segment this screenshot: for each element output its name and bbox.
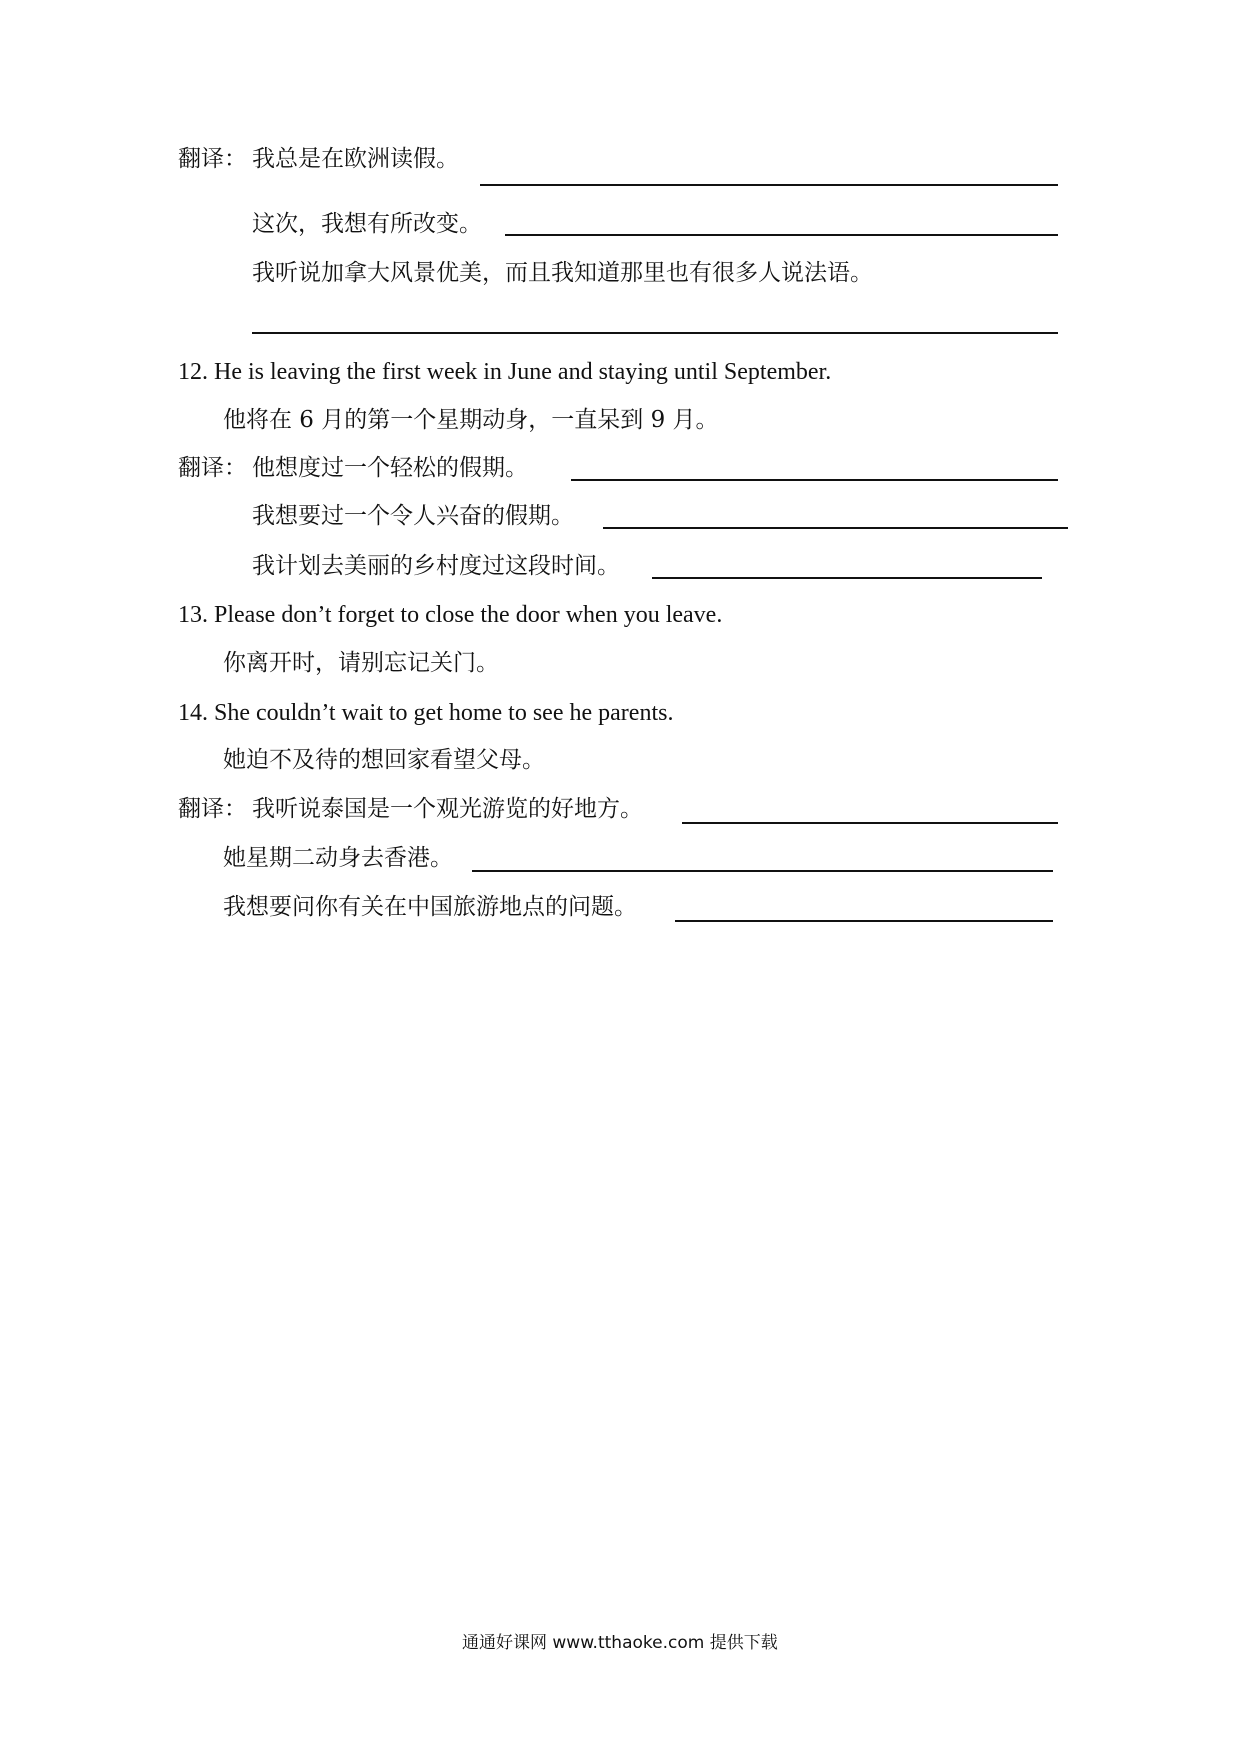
translation-label: 翻译： [178,455,247,481]
answer-blank[interactable] [603,527,1068,529]
chinese-sentence: 她迫不及待的想回家看望父母。 [223,747,545,773]
answer-blank[interactable] [682,822,1058,824]
translation-prompt: 我计划去美丽的乡村度过这段时间。 [252,553,620,579]
english-sentence: 12. He is leaving the first week in June and staying until September. [178,359,832,385]
answer-blank[interactable] [252,332,1058,334]
english-sentence: 13. Please don’t forget to close the door when you leave. [178,602,723,628]
answer-blank[interactable] [480,184,1058,186]
chinese-sentence: 他将在 6 月的第一个星期动身，一直呆到 9 月。 [223,407,719,433]
translation-prompt: 我总是在欧洲读假。 [252,146,459,172]
translation-prompt: 我想要问你有关在中国旅游地点的问题。 [223,894,637,920]
translation-prompt: 她星期二动身去香港。 [223,845,453,871]
answer-blank[interactable] [472,870,1053,872]
chinese-sentence: 你离开时，请别忘记关门。 [223,650,499,676]
answer-blank[interactable] [505,234,1058,236]
translation-label: 翻译： [178,796,247,822]
answer-blank[interactable] [675,920,1053,922]
page-footer: 通通好课网 www.tthaoke.com 提供下载 [462,1633,778,1653]
translation-prompt: 这次，我想有所改变。 [252,211,482,237]
answer-blank[interactable] [571,479,1058,481]
answer-blank[interactable] [652,577,1042,579]
translation-prompt: 我听说泰国是一个观光游览的好地方。 [252,796,643,822]
translation-prompt: 我想要过一个令人兴奋的假期。 [252,503,574,529]
translation-prompt: 我听说加拿大风景优美，而且我知道那里也有很多人说法语。 [252,260,873,286]
translation-prompt: 他想度过一个轻松的假期。 [252,455,528,481]
translation-label: 翻译： [178,146,247,172]
english-sentence: 14. She couldn’t wait to get home to see he parents. [178,700,674,726]
